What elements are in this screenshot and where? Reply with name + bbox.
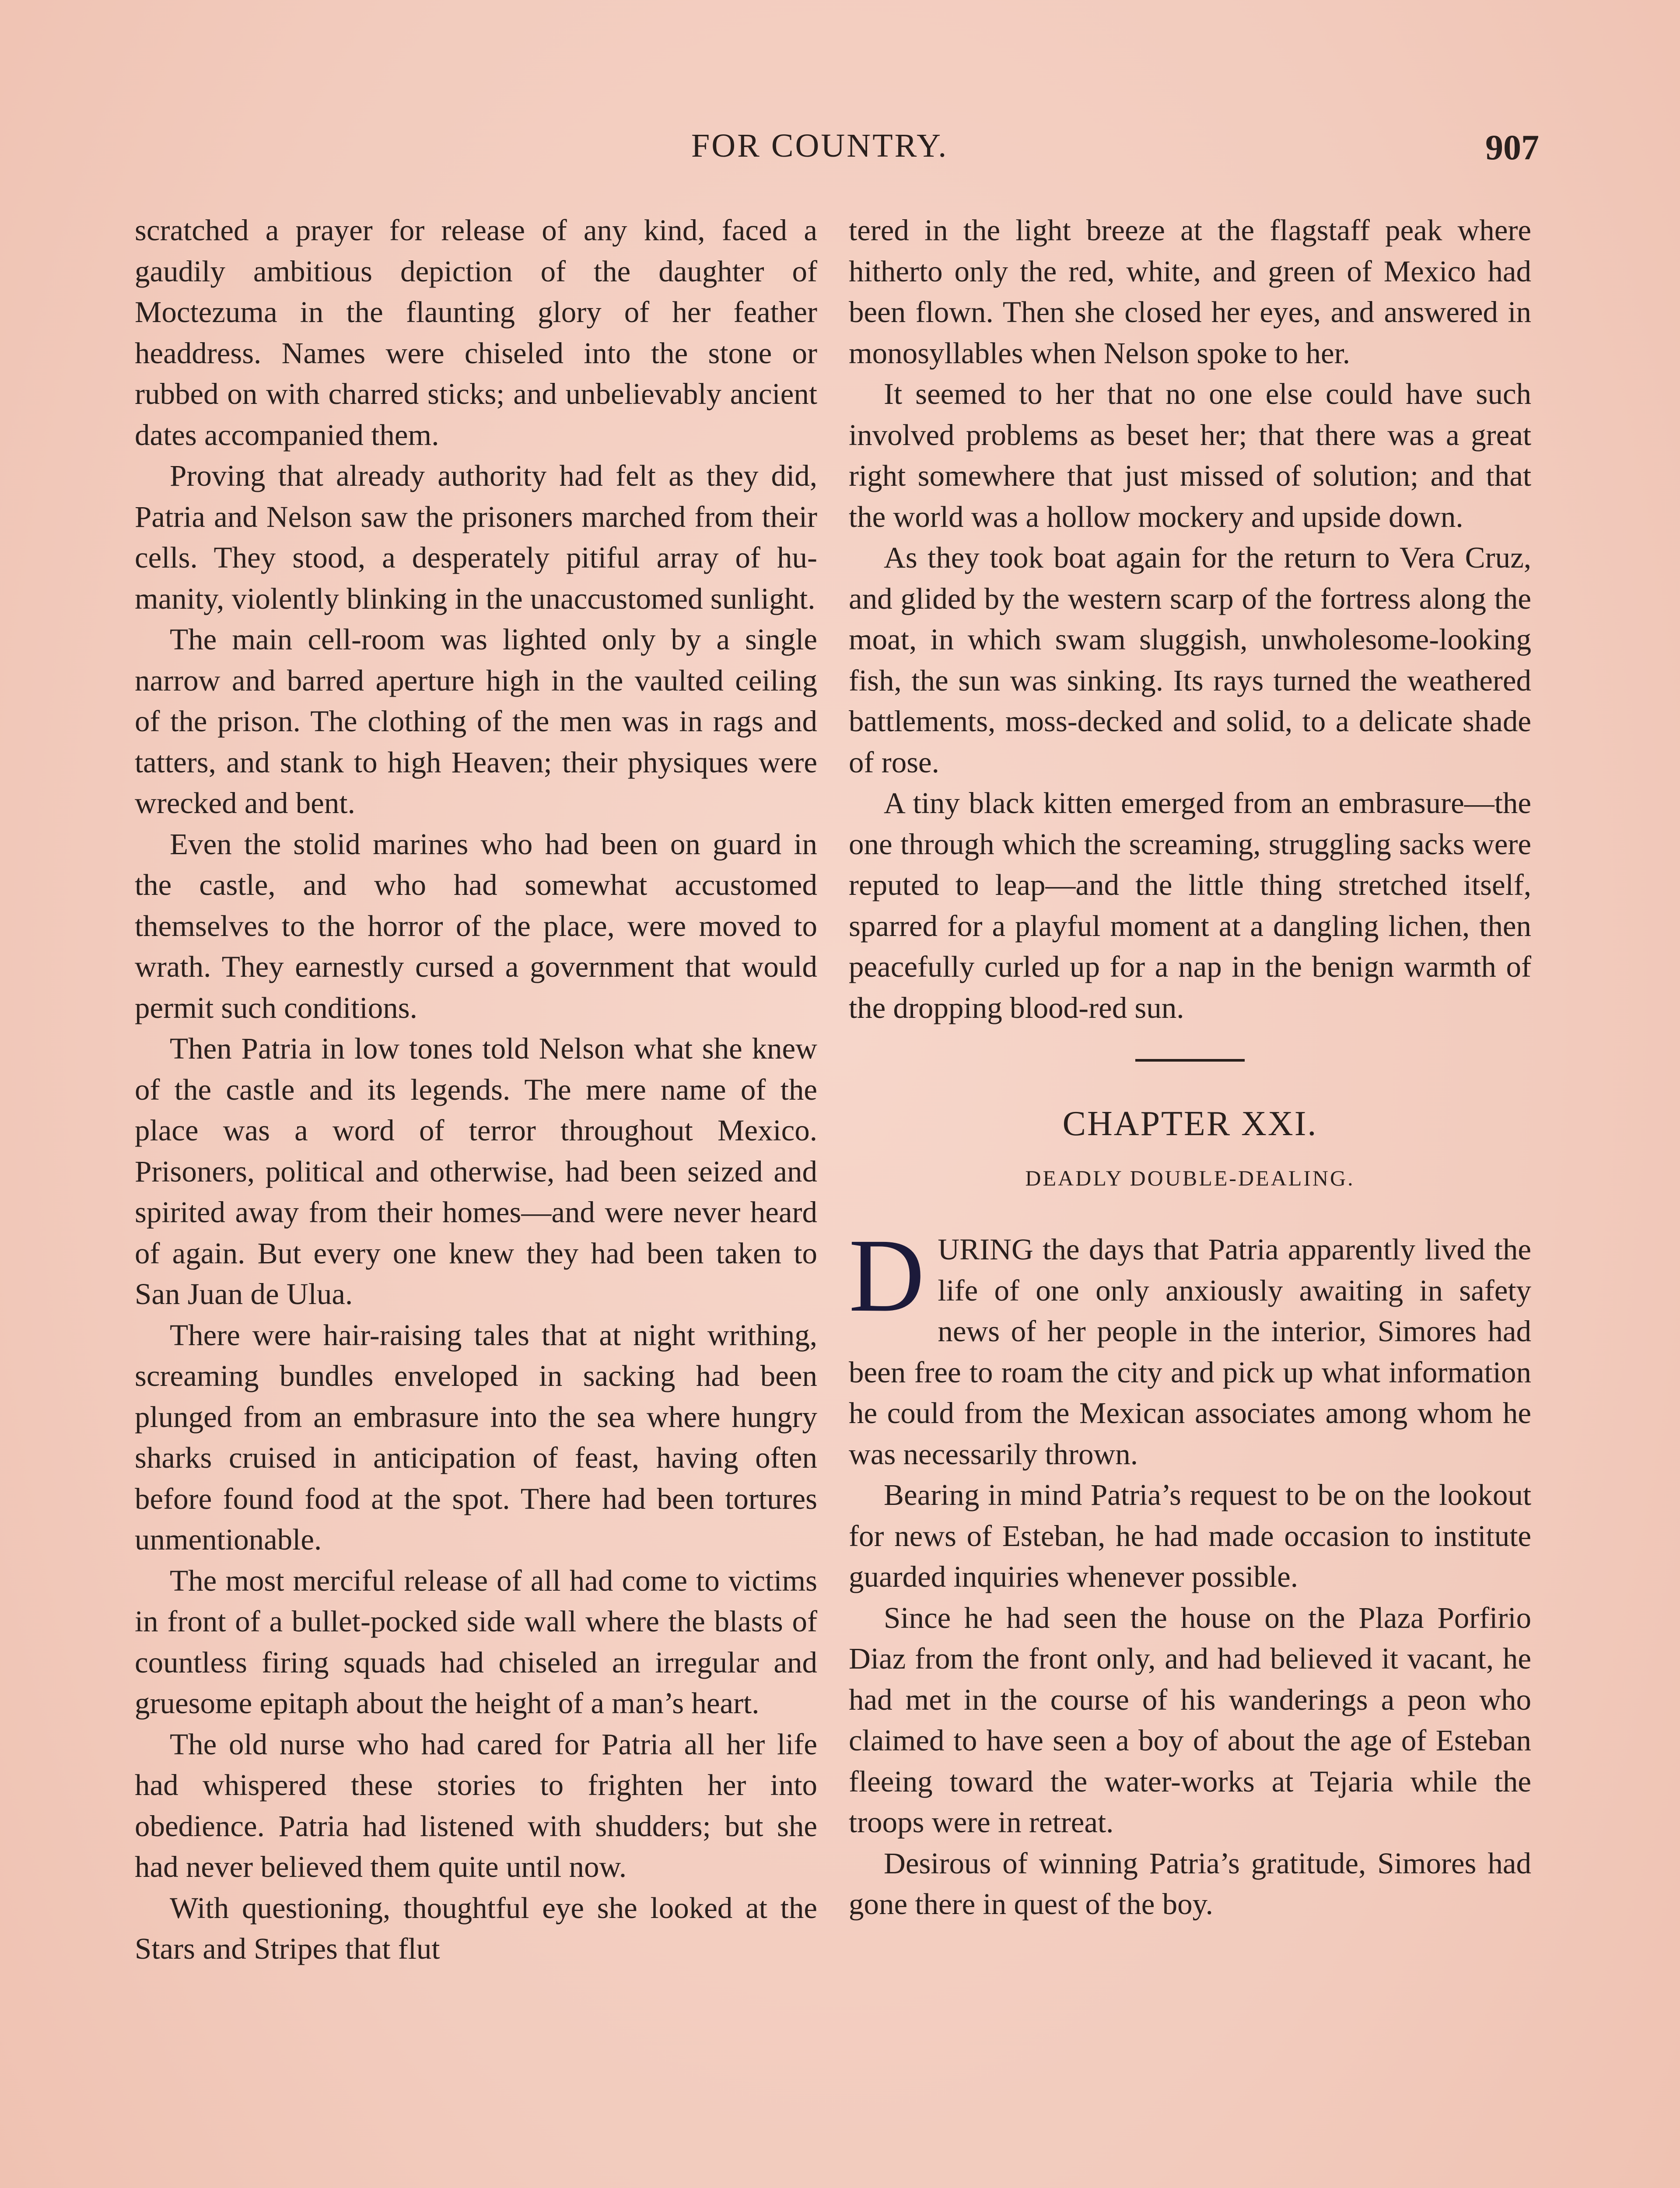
left-column xyxy=(135,210,817,1970)
chapter-opening-paragraph xyxy=(849,1217,1531,1475)
paragraph: Then Patria in low tones told Nelson what she knew of the castle and its legends. The mere name of the place was a word of terror throughout Mexico. Prisoners, political and otherwise, had been seized and spirited away from their homes—and were never heard of again. But every one knew they had been taken to San Juan de Ulua. xyxy=(135,1032,817,1311)
paragraph: The main cell-room was lighted only by a single narrow and barred aperture high in the vaulted ceiling of the prison. The clothing of the men was in rags and tatters, and stank to high Heaven; their physiques were wrecked and bent. xyxy=(135,623,817,820)
chapter-title: CHAPTER XXI. xyxy=(1062,1105,1318,1143)
paragraph: The old nurse who had cared for Patria all her life had whispered these stories to frighten her into obedience. Patria had listened with shudders; but she had never believed them quite until now. xyxy=(135,1727,817,1883)
paragraph: With questioning, thoughtful eye she looked at the Stars and Stripes that flut xyxy=(135,1891,817,1965)
paragraph: Proving that already authority had felt as they did, Patria and Nelson saw the prisoners marched from their cells. They stood, a desperately pitiful array of humanity, violently blinking in the unaccustomed sunlight. xyxy=(135,459,817,615)
running-title: FOR COUNTRY. xyxy=(691,127,948,164)
paragraph: scratched a prayer for release of any kind, faced a gaudily ambitious depiction of the daughter of Moctezuma in the flaunting glory of her feather headdress. Names were chiseled into the stone or rubbed on with charred sticks; and unbelievably ancient dates accompanied them. xyxy=(135,214,817,452)
paragraph: Desirous of winning Patria’s gratitude, Simores had gone there in quest of the boy. xyxy=(849,1846,1531,1921)
paragraph: Bearing in mind Patria’s request to be on the lookout for news of Esteban, he had made occasion to institute guarded inquiries whenever possible. xyxy=(849,1478,1531,1593)
paragraph-text: URING the days that Patria apparently lived the life of one only anxiously awaiting in safety news of her people in the interior, Simores had been free to roam the city and pick up what information he could from the Mexican associates among whom he was necessarily thrown. xyxy=(849,1233,1531,1471)
chapter-subtitle: DEADLY DOUBLE-DEALING. xyxy=(1025,1165,1355,1190)
paragraph: A tiny black kitten emerged from an embrasure—the one through which the screaming, struggling sacks were reputed to leap—and the little thing stretched itself, sparred for a playful moment at a dangling lichen, then peacefully curled up for a nap in the benign warmth of the dropping blood-red sun. xyxy=(849,786,1531,1024)
paragraph: tered in the light breeze at the flagstaff peak where hitherto only the red, white, and green of Mexico had been flown. Then she closed her eyes, and answered in monosyllables when Nelson spoke to her. xyxy=(849,214,1531,370)
paragraph: It seemed to her that no one else could have such involved problems as beset her; that there was a great right somewhere that just missed of solution; and that the world was a hollow mockery and upside down. xyxy=(849,377,1531,533)
paragraph: As they took boat again for the return to Vera Cruz, and glided by the western scarp of the fortress along the moat, in which swam sluggish, unwholesome-looking fish, the sun was sinking. Its rays turned the weathered battlements, moss-decked and solid, to a delicate shade of rose. xyxy=(849,541,1531,779)
page-number: 907 xyxy=(1485,127,1539,167)
paragraph: Even the stolid marines who had been on guard in the castle, and who had somewhat accustomed themselves to the horror of the place, were moved to wrath. They earnestly cursed a government that would permit such conditions. xyxy=(135,827,817,1024)
section-divider xyxy=(1135,1059,1245,1062)
paragraph: There were hair-raising tales that at night writhing, screaming bundles enveloped in sacking had been plunged from an embrasure into the sea where hungry sharks cruised in anticipation of feast, having often before found food at the spot. There had been tortures unmentionable. xyxy=(135,1318,817,1556)
paragraph: The most merciful release of all had come to victims in front of a bullet-pocked side wall where the blasts of countless firing squads had chiseled an irregular and gruesome epitaph about the height of a man’s heart. xyxy=(135,1564,817,1720)
paragraph: Since he had seen the house on the Plaza Porfirio Diaz from the front only, and had believed it vacant, he had met in the course of his wanderings a peon who claimed to have seen a boy of about the age of Esteban fleeing toward the water-works at Tejaria while the troops were in retreat. xyxy=(849,1601,1531,1839)
drop-cap: D xyxy=(849,1217,925,1333)
right-column xyxy=(849,210,1531,1925)
